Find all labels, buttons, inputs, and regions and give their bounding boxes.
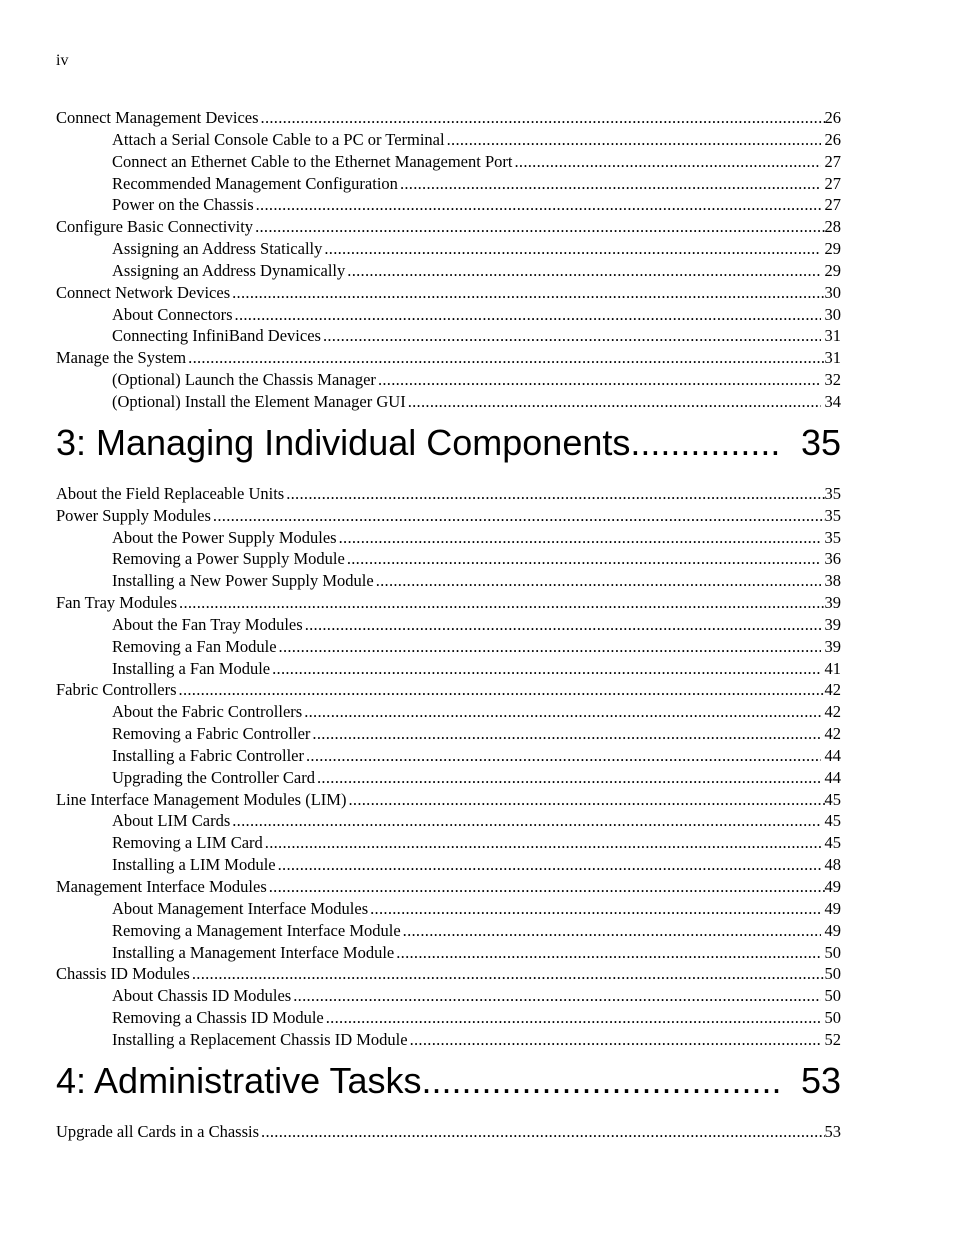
page-number: iv [56,52,69,69]
toc-entry[interactable] [56,679,841,701]
toc-entry-page: 44 [824,745,841,765]
toc-entry-title: Removing a Chassis ID Module [112,1008,324,1028]
toc-entry-page: 27 [824,151,841,171]
toc-entry-page: 30 [824,304,841,324]
dot-leader [400,173,821,195]
dot-leader [630,421,779,465]
toc-entry-title: Assigning an Address Dynamically [112,260,346,280]
toc-subentry[interactable] [56,527,841,549]
dot-leader [192,963,825,985]
toc-entry-title: Installing a Replacement Chassis ID Module [112,1029,408,1049]
toc-subentry[interactable] [56,723,841,745]
toc-entry-title: About the Field Replaceable Units [56,483,285,503]
toc-entry-page: 39 [824,593,841,613]
toc-entry-title: Installing a LIM Module [112,855,276,875]
toc-entry-title: About the Power Supply Modules [112,527,337,547]
toc-entry-title: Connecting InfiniBand Devices [112,326,321,346]
toc-subentry[interactable] [56,658,841,680]
toc-entry-title: Removing a Fan Module [112,636,277,656]
chapter-page: 53 [800,1059,841,1101]
toc-subentry[interactable] [56,260,841,282]
dot-leader [421,1059,778,1103]
chapter-heading[interactable] [56,1059,841,1103]
toc-entry-page: 34 [824,391,841,411]
dot-leader [323,325,821,347]
toc-subentry[interactable] [56,1029,841,1051]
toc-entry-page: 45 [824,811,841,831]
toc-entry-title: About Chassis ID Modules [112,986,292,1006]
toc-entry-page: 32 [824,370,841,390]
toc-subentry[interactable] [56,238,841,260]
toc-entry-page: 27 [824,173,841,193]
dot-leader [370,898,820,920]
toc-subentry[interactable] [56,942,841,964]
toc-entry-page: 48 [824,855,841,875]
toc-entry-title: Installing a Fabric Controller [112,745,304,765]
dot-leader [179,592,824,614]
dot-leader [312,723,820,745]
toc-entry-page: 49 [824,877,841,896]
dot-leader [179,679,825,701]
toc-entry-title: Removing a LIM Card [112,833,263,853]
toc-entry-title: Installing a Management Interface Module [112,942,395,962]
toc-entry-title: Manage the System [56,348,187,368]
chapter-title: 4: Administrative Tasks [56,1059,422,1101]
chapter-title: 3: Managing Individual Components [56,421,631,463]
dot-leader [378,369,821,391]
toc-entry-page: 42 [824,680,841,700]
dot-leader [286,483,824,505]
dot-leader [256,194,821,216]
toc-subentry[interactable] [56,614,841,636]
toc-entry-page: 31 [824,348,841,368]
toc-entry-page: 50 [824,942,841,962]
toc-entry-page: 26 [824,108,841,127]
toc-entry-page: 38 [824,571,841,591]
dot-leader [213,505,825,527]
toc-entry-title: (Optional) Launch the Chassis Manager [112,370,376,390]
toc-entry-title: Configure Basic Connectivity [56,217,254,237]
toc-entry-page: 26 [824,129,841,149]
dot-leader [261,107,825,129]
toc-entry-title: About the Fan Tray Modules [112,614,303,634]
toc-entry-title: Recommended Management Configuration [112,173,398,193]
toc-entry-title: Connect Management Devices [56,108,259,127]
toc-subentry[interactable] [56,1007,841,1029]
toc-entry-title: (Optional) Install the Element Manager GUI [112,391,406,411]
toc-entry-page: 45 [824,833,841,853]
dot-leader [347,548,821,570]
toc-entry-title: About Connectors [112,304,233,324]
toc-subentry[interactable] [56,304,841,326]
dot-leader [347,260,820,282]
dot-leader [235,304,821,326]
toc-entry[interactable] [56,505,841,527]
dot-leader [305,614,821,636]
toc-subentry[interactable] [56,701,841,723]
dot-leader [348,789,824,811]
dot-leader [408,391,821,413]
toc-entry-title: Fabric Controllers [56,680,177,700]
toc-entry-title: Upgrading the Controller Card [112,767,315,787]
toc-entry-page: 39 [824,636,841,656]
dot-leader [339,527,821,549]
dot-leader [232,810,820,832]
toc-entry-page: 31 [824,326,841,346]
dot-leader [278,854,821,876]
toc-entry[interactable] [56,963,841,985]
toc-subentry[interactable] [56,767,841,789]
toc-entry[interactable] [56,282,841,304]
toc-entry-page: 42 [824,702,841,722]
toc-entry[interactable] [56,592,841,614]
chapter-heading[interactable] [56,421,841,465]
toc-subentry[interactable] [56,151,841,173]
toc-subentry[interactable] [56,194,841,216]
dot-leader [514,151,820,173]
toc-entry-page: 50 [824,986,841,1006]
dot-leader [304,701,820,723]
toc-subentry[interactable] [56,832,841,854]
dot-leader [265,832,821,854]
dot-leader [279,636,821,658]
toc-entry-title: Attach a Serial Console Cable to a PC or Terminal [112,129,445,149]
dot-leader [317,767,821,789]
toc-entry-title: Line Interface Management Modules (LIM) [56,789,347,809]
toc-entry-page: 35 [824,527,841,547]
toc-entry-page: 35 [824,505,841,525]
toc-entry-title: Chassis ID Modules [56,964,190,984]
dot-leader [272,658,820,680]
toc-entry-page: 44 [824,767,841,787]
toc-entry-title: Connect an Ethernet Cable to the Ethernet Management Port [112,151,513,171]
toc-subentry[interactable] [56,391,841,413]
toc-entry-title: Connect Network Devices [56,282,231,302]
toc-entry[interactable] [56,483,841,505]
toc-subentry[interactable] [56,745,841,767]
toc-entry-page: 52 [824,1029,841,1049]
toc-entry-page: 29 [824,260,841,280]
toc-entry[interactable] [56,216,841,238]
toc-entry-title: Fan Tray Modules [56,593,178,613]
toc-subentry[interactable] [56,636,841,658]
toc-entry[interactable] [56,1121,841,1143]
toc-subentry[interactable] [56,985,841,1007]
dot-leader [324,238,820,260]
toc-entry-page: 39 [824,614,841,634]
dot-leader [261,1121,824,1143]
toc-entry-title: Upgrade all Cards in a Chassis [56,1121,260,1141]
chapter-page: 35 [800,421,841,463]
toc-entry-title: Installing a Fan Module [112,658,271,678]
toc-subentry[interactable] [56,920,841,942]
dot-leader [403,920,821,942]
dot-leader [410,1029,821,1051]
toc-entry-page: 27 [824,195,841,215]
toc-subentry[interactable] [56,570,841,592]
toc-entry[interactable] [56,107,841,129]
toc-entry-title: About LIM Cards [112,811,231,831]
dot-leader [293,985,820,1007]
toc-subentry[interactable] [56,129,841,151]
toc-subentry[interactable] [56,173,841,195]
dot-leader [447,129,821,151]
toc-entry-title: Installing a New Power Supply Module [112,571,374,591]
toc-subentry[interactable] [56,810,841,832]
toc-entry-title: Removing a Fabric Controller [112,724,311,744]
toc-entry-title: Assigning an Address Statically [112,239,323,259]
dot-leader [232,282,824,304]
toc-entry-title: Management Interface Modules [56,877,267,896]
toc-entry-page: 53 [824,1121,841,1141]
toc-entry-page: 41 [824,658,841,678]
toc-entry-page: 36 [824,549,841,569]
toc-entry-page: 42 [824,724,841,744]
dot-leader [188,347,824,369]
dot-leader [269,876,825,898]
toc-entry-page: 50 [824,1008,841,1028]
table-of-contents [56,107,841,1143]
toc-entry-page: 30 [824,282,841,302]
toc-entry-page: 28 [824,217,841,237]
toc-entry[interactable] [56,789,841,811]
toc-subentry[interactable] [56,369,841,391]
toc-entry-page: 45 [824,789,841,809]
toc-subentry[interactable] [56,898,841,920]
toc-entry-page: 35 [824,483,841,503]
toc-entry-page: 49 [824,898,841,918]
toc-entry-title: Power Supply Modules [56,505,211,525]
toc-subentry[interactable] [56,548,841,570]
dot-leader [396,942,820,964]
toc-entry-page: 50 [824,964,841,984]
toc-entry-title: Power on the Chassis [112,195,254,215]
dot-leader [255,216,824,238]
toc-subentry[interactable] [56,854,841,876]
toc-entry-title: About Management Interface Modules [112,898,369,918]
toc-entry-title: Removing a Management Interface Module [112,920,401,940]
toc-entry-title: Removing a Power Supply Module [112,549,345,569]
toc-subentry[interactable] [56,325,841,347]
dot-leader [376,570,821,592]
toc-entry-title: About the Fabric Controllers [112,702,303,722]
toc-entry-page: 29 [824,239,841,259]
toc-entry[interactable] [56,347,841,369]
dot-leader [306,745,821,767]
dot-leader [326,1007,821,1029]
toc-entry-page: 49 [824,920,841,940]
toc-entry[interactable] [56,876,841,898]
